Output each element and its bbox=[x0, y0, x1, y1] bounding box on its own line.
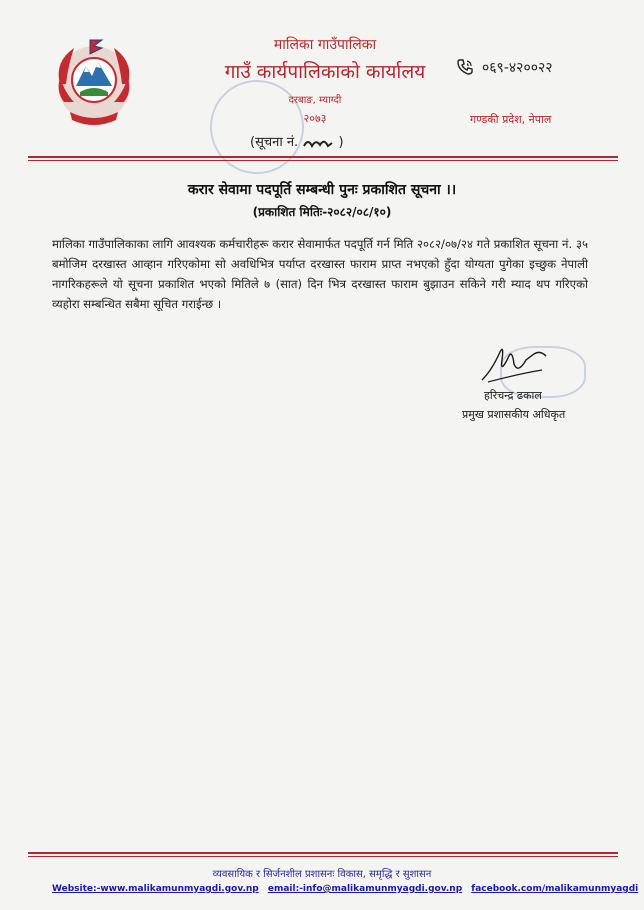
header-rule-bottom bbox=[28, 160, 618, 161]
signatory-title: प्रमुख प्रशासकीय अधिकृत bbox=[462, 408, 566, 421]
notice-number-close: ) bbox=[338, 135, 344, 150]
notice-number bbox=[250, 132, 344, 150]
footer-rule-top bbox=[28, 852, 618, 854]
notice-title: करार सेवामा पदपूर्ति सम्बन्धी पुनः प्रकाशित सूचना ।। bbox=[187, 182, 457, 198]
footer-links bbox=[52, 884, 644, 894]
established-year: २०७३ bbox=[303, 112, 327, 125]
municipality-name: मालिका गाउँपालिका bbox=[273, 37, 377, 53]
phone-number: ०६९-४२००२२ bbox=[482, 60, 553, 76]
footer-rule-bottom bbox=[28, 856, 618, 857]
notice-number-label: (सूचना नं. bbox=[250, 135, 299, 150]
phone-contact bbox=[456, 58, 553, 77]
office-name: गाउँ कार्यपालिकाको कार्यालय bbox=[224, 61, 426, 83]
facebook-link[interactable]: facebook.com/malikamunmyagdi bbox=[471, 884, 639, 894]
phone-icon bbox=[456, 58, 474, 76]
header-rule-top bbox=[28, 156, 618, 158]
signatory-name: हरिचन्द्र ढकाल bbox=[484, 389, 542, 402]
handwritten-signature bbox=[478, 340, 578, 388]
email-link[interactable]: email:-info@malikamunmyagdi.gov.np bbox=[267, 884, 463, 894]
handwritten-number-scribble bbox=[302, 137, 334, 149]
published-date: (प्रकाशित मितिः-२०८२/०८/१०) bbox=[252, 205, 392, 219]
footer-tagline: व्यवसायिक र सिर्जनशील प्रशासनः विकास, समृद्धि र सुशासन bbox=[212, 869, 432, 880]
website-link[interactable]: Website:-www.malikamunmyagdi.gov.np bbox=[52, 884, 259, 894]
office-address: दरबाङ, म्याग्दी bbox=[288, 95, 342, 106]
notice-body: मालिका गाउँपालिकाका लागि आवश्यक कर्मचारीहरू करार सेवामार्फत पदपूर्ति गर्न मिति २०८२/०७/२४ गते प्रकाशित सूचना नं. ३५ बमोजिम दरखास्त आव्हान गरिएकोमा सो अवधिभित्र पर्याप्त दरखास्त फाराम प्राप्त नभएको हुँदा योग्यता पुगेका इच्छुक नेपाली नागरिकहरूले यो सूचना प्रकाशित भएको मितिले ७ (सात) दिन भित्र दरखास्त फाराम बुझाउन सकिने गरी म्याद थप गरिएको व्यहोरा सम्बन्धित सबैमा सूचित गराईन्छ । bbox=[52, 237, 588, 311]
province-label: गण्डकी प्रदेश, नेपाल bbox=[470, 113, 552, 126]
government-emblem-icon bbox=[46, 32, 142, 132]
